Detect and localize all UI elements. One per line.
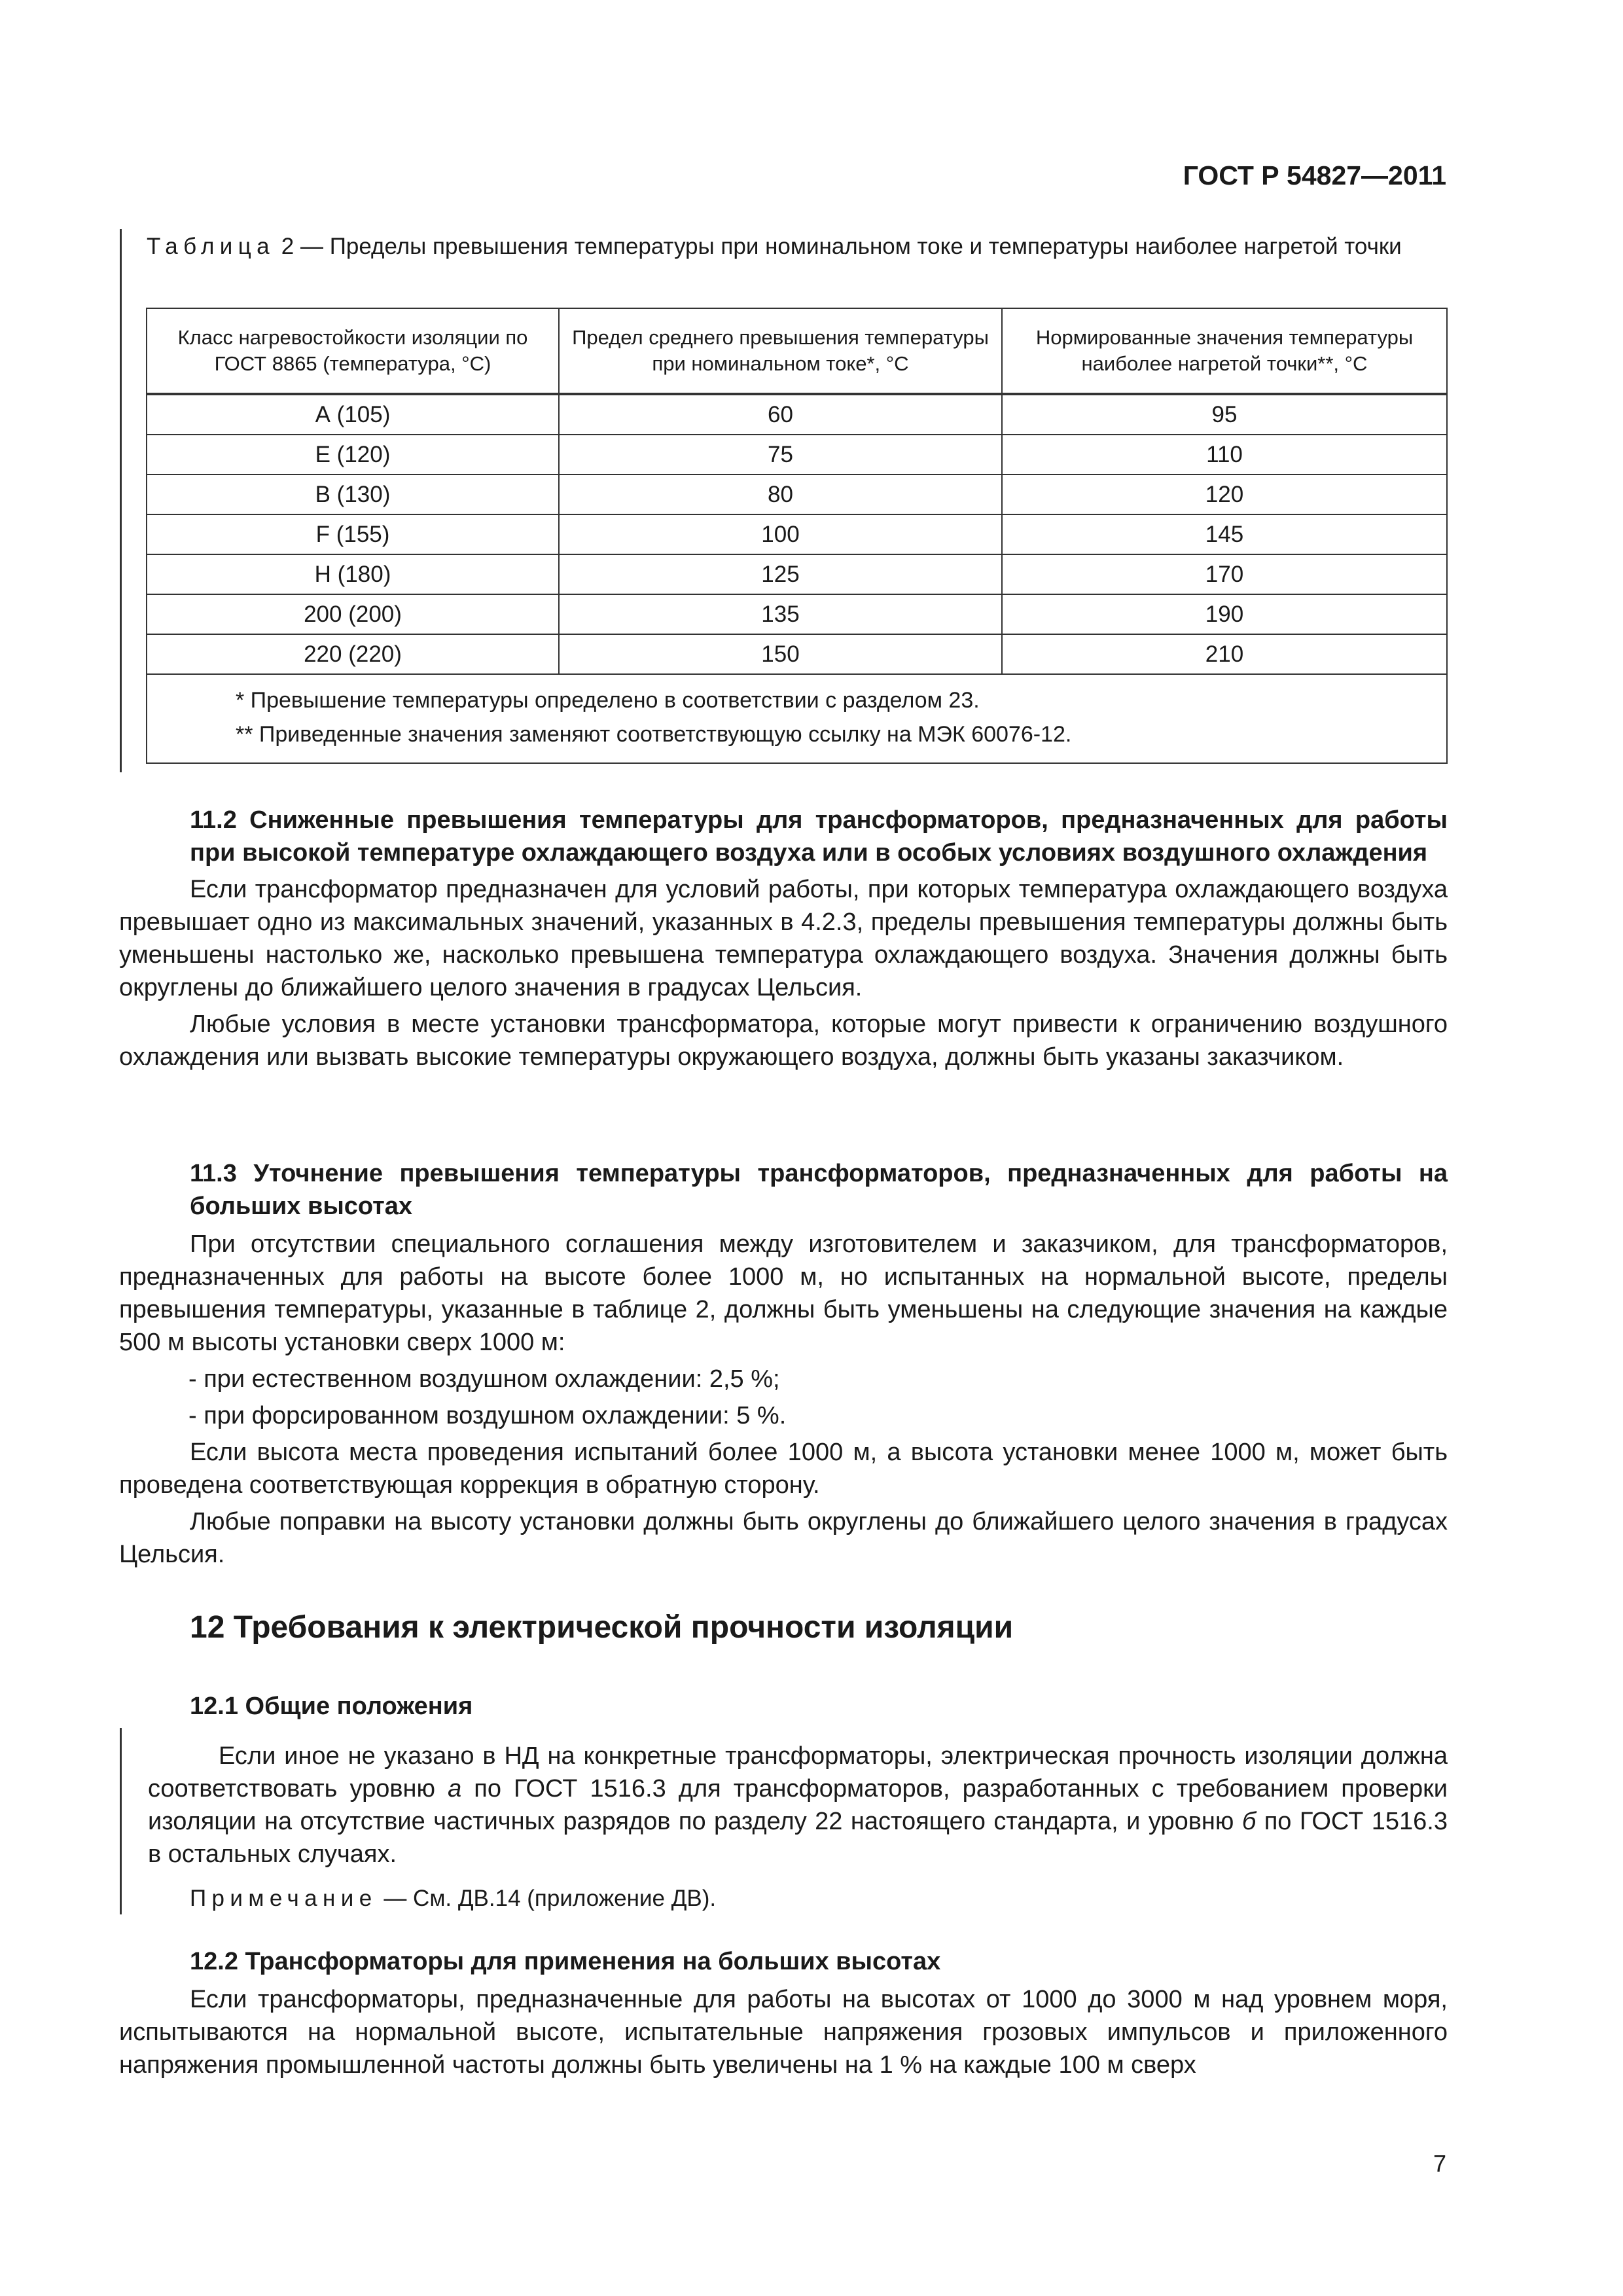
table-row [147,394,1447,435]
note-label: Примечание [190,1886,378,1911]
section-12-1-text-a: Если иное не указано в НД на конкретные трансформаторы, электрическая прочность изоляции должна соответствовать уровню [148,1742,1448,1803]
section-11-3-list-item-2: - при форсированном воздушном охлаждении: 5 %. [188,1402,787,1429]
column-header-average-rise: Предел среднего превышения температуры при номинальном токе*, °С [559,308,1002,394]
section-12-1-heading: 12.1 Общие положения [190,1693,473,1720]
table-row [147,435,1447,475]
table-cell: 200 (200) [147,594,559,634]
table-cell: 190 [1002,594,1447,634]
column-header-hotspot-temperature: Нормированные значения температуры наиболее нагретой точки**, °С [1002,308,1447,394]
section-11-3-list-item-1: - при естественном воздушном охлаждении: 2,5 %; [188,1365,780,1393]
table-cell: 210 [1002,634,1447,674]
table-cell: 95 [1002,394,1447,435]
column-header-insulation-class: Класс нагревостойкости изоляции по ГОСТ 8865 (температура, °С) [147,308,559,394]
change-bar-table [120,229,122,772]
table-notes [147,674,1447,763]
table-cell: В (130) [147,475,559,514]
section-12-2-paragraph: Если трансформаторы, предназначенные для работы на высотах от 1000 до 3000 м над уровнем моря, испытываются на нормальной высоте, испытательные напряжения грозовых импульсов и приложенного напряжения промышленной частоты должны быть увеличены на 1 % на каждые 100 м сверх [119,1986,1448,2079]
table-caption [147,231,1446,262]
table-caption-text: — Пределы превышения температуры при номинальном токе и температуры наиболее нагретой точки [294,234,1402,259]
note-text: — См. ДВ.14 (приложение ДВ). [377,1886,717,1911]
table-cell: F (155) [147,514,559,554]
table-cell: А (105) [147,394,559,435]
page-number: 7 [1433,2150,1446,2177]
section-12-1-paragraph [119,1740,1448,1871]
table-row [147,475,1447,514]
table-cell: 100 [559,514,1002,554]
table-cell: 60 [559,394,1002,435]
section-11-2 [119,804,1448,1073]
table-cell: 110 [1002,435,1447,475]
table-cell: 150 [559,634,1002,674]
level-a: а [448,1775,462,1803]
section-12-1-note [119,1882,1448,1915]
section-11-3-paragraph-3: Любые поправки на высоту установки должны быть округлены до ближайшего целого значения в градусах Цельсия. [119,1508,1448,1568]
section-12-heading: 12 Требования к электрической прочности изоляции [190,1610,1014,1645]
table-row [147,554,1447,594]
table-cell: 125 [559,554,1002,594]
section-11-3 [119,1157,1448,1571]
temperature-limits-table [146,308,1448,764]
table-notes-row [147,674,1447,763]
section-11-2-heading: 11.2 Сниженные превышения температуры для трансформаторов, предназначенных для работы при высокой температуре охлаждающего воздуха или в особых условиях воздушного охлаждения [190,806,1448,867]
table-caption-number: 2 [281,234,294,259]
table-row [147,514,1447,554]
section-12-1 [119,1690,1448,1915]
section-12-2 [119,1945,1448,2081]
section-12-1-text-b: по ГОСТ 1516.3 для трансформаторов, разработанных с требованием проверки изоляции на отсутствие частичных разрядов по разделу 22 настоящего стандарта, и уровню [148,1775,1448,1835]
table-row [147,634,1447,674]
standard-designation: ГОСТ Р 54827—2011 [1183,160,1446,190]
table-cell: 75 [559,435,1002,475]
table-row [147,594,1447,634]
section-11-2-paragraph-2: Любые условия в месте установки трансформатора, которые могут привести к ограничению воздушного охлаждения или вызвать высокие температуры окружающего воздуха, должны быть указаны заказчиком. [119,1011,1448,1071]
section-11-3-paragraph-2: Если высота места проведения испытаний более 1000 м, а высота установки менее 1000 м, может быть проведена соответствующая коррекция в обратную сторону. [119,1439,1448,1499]
section-12-2-heading: 12.2 Трансформаторы для применения на больших высотах [190,1948,941,1975]
section-11-2-paragraph-1: Если трансформатор предназначен для условий работы, при которых температура охлаждающего воздуха превышает одно из максимальных значений, указанных в 4.2.3, пределы превышения температуры должны быть уменьшены настолько же, насколько превышена температура охлаждающего воздуха. Значения должны быть округлены до ближайшего целого значения в градусах Цельсия. [119,876,1448,1001]
table-cell: 170 [1002,554,1447,594]
section-12 [119,1611,1448,1644]
table-caption-label: Таблица [147,234,276,259]
table-footnote-1: * Превышение температуры определено в соответствии с разделом 23. [236,688,980,713]
table-cell: 220 (220) [147,634,559,674]
table-cell: 120 [1002,475,1447,514]
table-cell: Е (120) [147,435,559,475]
table-cell: 80 [559,475,1002,514]
table-header-row [147,308,1447,394]
table-footnote-2: ** Приведенные значения заменяют соответствующую ссылку на МЭК 60076-12. [236,722,1072,747]
section-11-3-heading: 11.3 Уточнение превышения температуры трансформаторов, предназначенных для работы на больших высотах [190,1160,1448,1220]
section-12-1-text-c: по ГОСТ 1516.3 в остальных случаях. [148,1808,1448,1868]
level-b: б [1241,1808,1257,1835]
table-cell: Н (180) [147,554,559,594]
section-11-3-paragraph-1: При отсутствии специального соглашения между изготовителем и заказчиком, для трансформаторов, предназначенных для работы на высоте более 1000 м, но испытанных на нормальной высоте, пределы превышения температуры, указанные в таблице 2, должны быть уменьшены на следующие значения на каждые 500 м высоты установки сверх 1000 м: [119,1230,1448,1356]
table-cell: 135 [559,594,1002,634]
table-cell: 145 [1002,514,1447,554]
